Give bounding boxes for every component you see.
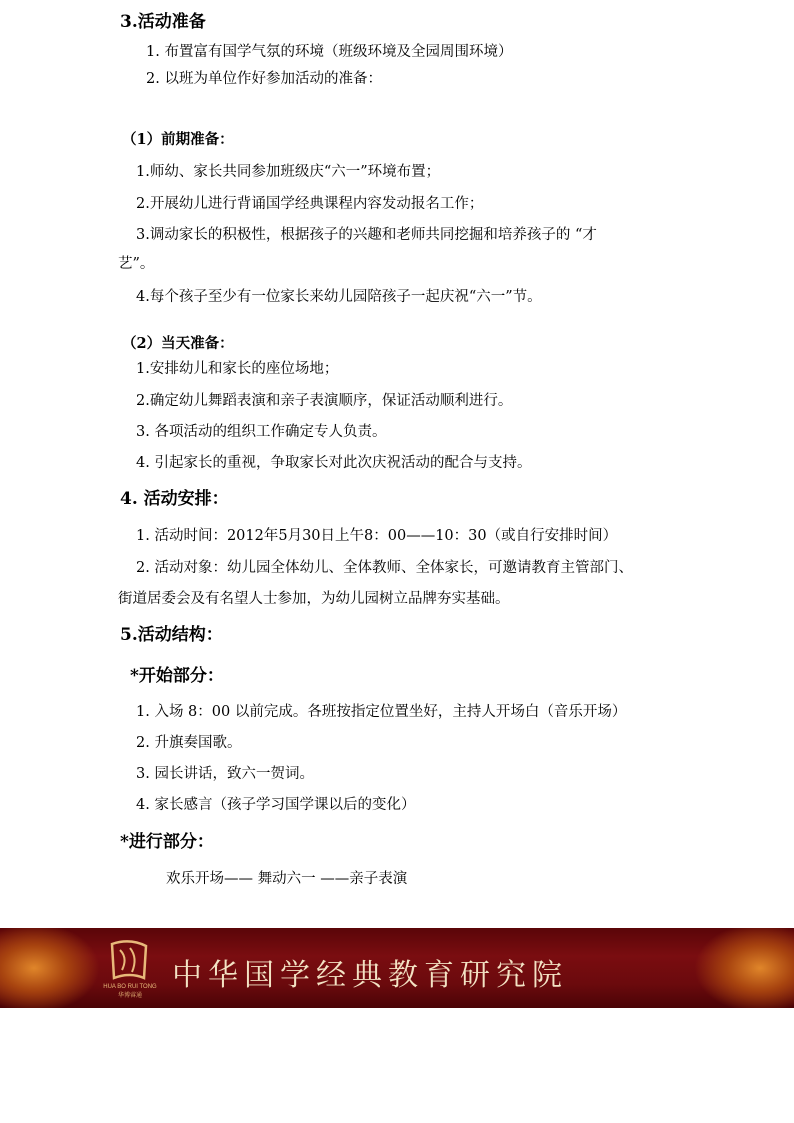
- start-part-heading: *开始部分：: [130, 666, 224, 686]
- start-item-4: 4. 家长感言（孩子学习国学课以后的变化）: [136, 797, 416, 813]
- institute-title: 中华国学经典教育研究院: [172, 958, 568, 993]
- section4-heading: 4. 活动安排：: [120, 489, 229, 509]
- pre-prep-item-4: 4.每个孩子至少有一位家长来幼儿园陪孩子一起庆祝“六一”节。: [136, 289, 542, 305]
- section3-item-1: 1. 布置富有国学气氛的环境（班级环境及全园周围环境）: [146, 44, 513, 60]
- day-prep-item-4: 4. 引起家长的重视，争取家长对此次庆祝活动的配合与支持。: [136, 455, 532, 471]
- pre-prep-item-2: 2.开展幼儿进行背诵国学经典课程内容发动报名工作；: [136, 196, 484, 212]
- day-prep-item-3: 3. 各项活动的组织工作确定专人负责。: [136, 424, 387, 440]
- pre-prep-item-3-cont: 艺”。: [118, 256, 155, 272]
- section4-item-1: 1. 活动时间：2012年5月30日上午8：00——10：30（或自行安排时间）: [136, 528, 618, 544]
- logo-subtext: 华博睿通: [117, 993, 143, 999]
- section5-heading: 5.活动结构：: [120, 625, 223, 645]
- right-dragon-decoration: [694, 928, 794, 1008]
- institute-banner: [0, 928, 794, 1008]
- pre-prep-item-3: 3.调动家长的积极性，根据孩子的兴趣和老师共同挖掘和培养孩子的 “才: [136, 227, 597, 243]
- pre-prep-item-1: 1.师幼、家长共同参加班级庆“六一”环境布置；: [136, 164, 441, 180]
- day-prep-heading: （2）当天准备：: [122, 335, 234, 352]
- day-prep-item-2: 2.确定幼儿舞蹈表演和亲子表演顺序，保证活动顺利进行。: [136, 393, 513, 409]
- pre-prep-heading: （1）前期准备：: [122, 131, 234, 148]
- section4-item-2: 2. 活动对象：幼儿园全体幼儿、全体教师、全体家长，可邀请教育主管部门、: [136, 560, 633, 576]
- start-item-1: 1. 入场 8：00 以前完成。各班按指定位置坐好，主持人开场白（音乐开场）: [136, 704, 627, 720]
- section3-heading: 3.活动准备: [120, 12, 206, 32]
- institute-logo-icon: [100, 938, 160, 1000]
- day-prep-item-1: 1.安排幼儿和家长的座位场地；: [136, 361, 339, 377]
- start-item-3: 3. 园长讲话，致六一贺词。: [136, 766, 314, 782]
- section3-item-2: 2. 以班为单位作好参加活动的准备：: [146, 71, 382, 87]
- left-dragon-decoration: [0, 928, 100, 1008]
- section4-item-2-cont: 街道居委会及有名望人士参加，为幼儿园树立品牌夯实基础。: [118, 591, 510, 607]
- progress-part-heading: *进行部分：: [120, 832, 214, 852]
- start-item-2: 2. 升旗奏国歌。: [136, 735, 242, 751]
- logo-text: HUA BO RUI TONG: [103, 984, 157, 990]
- progress-line: 欢乐开场—— 舞动六一 ——亲子表演: [166, 871, 408, 887]
